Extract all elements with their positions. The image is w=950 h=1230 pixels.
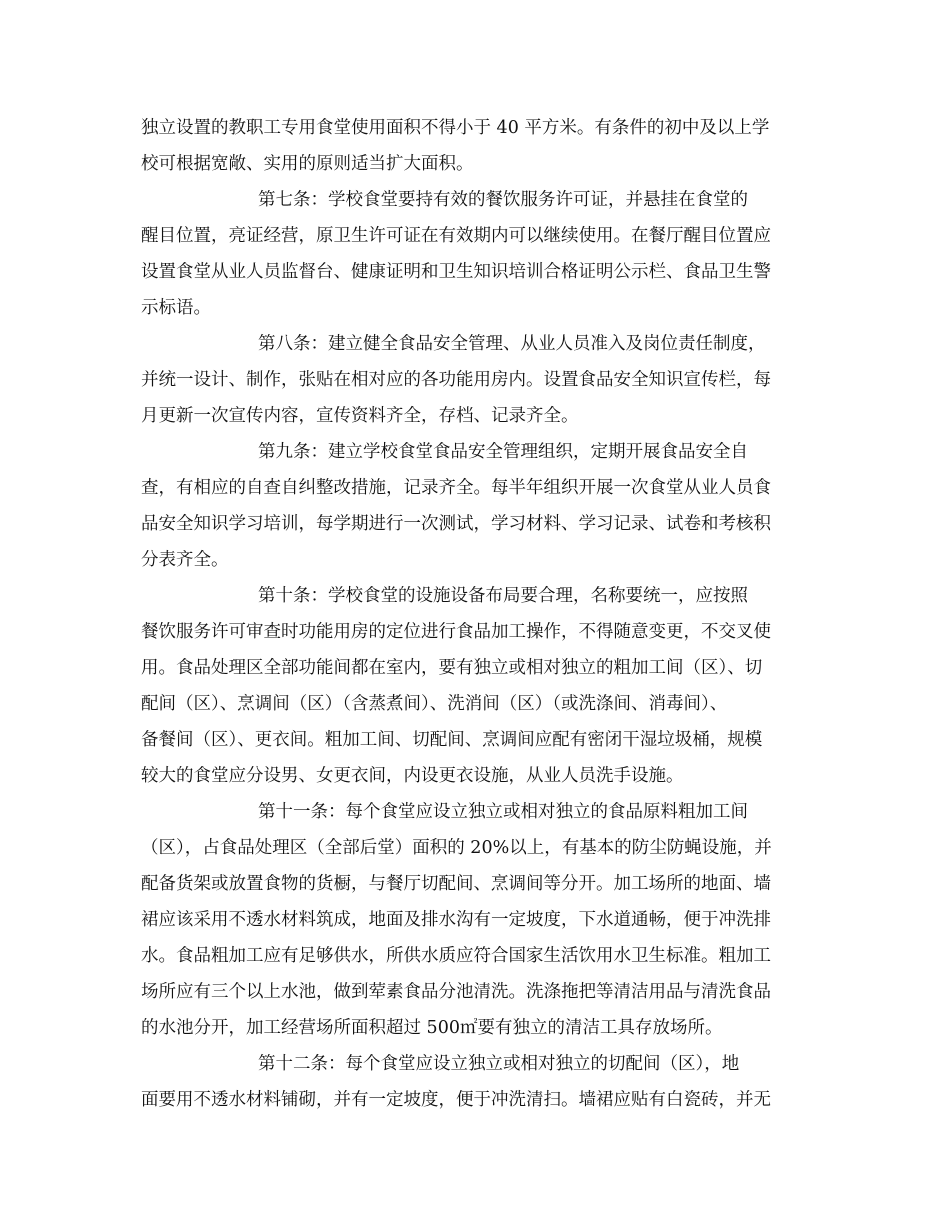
text-line: 月更新一次宣传内容，宣传资料齐全，存档、记录齐全。 <box>141 406 579 426</box>
text-line: 的水池分开，加工经营场所面积超过 500㎡要有独立的清洁工具存放场所。 <box>141 1018 723 1038</box>
text-line: 面要用不透水材料铺砌，并有一定坡度，便于冲洗清扫。墙裙应贴有白瓷砖，并无 <box>141 1090 771 1110</box>
text-line: 独立设置的教职工专用食堂使用面积不得小于 40 平方米。有条件的初中及以上学 <box>141 118 770 138</box>
text-line: 校可根据宽敞、实用的原则适当扩大面积。 <box>141 154 474 174</box>
text-line: 并统一设计、制作，张贴在相对应的各功能用房内。设置食品安全知识宣传栏，每 <box>141 370 771 390</box>
text-line: 配间（区）、烹调间（区）（含蒸煮间）、洗消间（区）（或洗涤间、消毒间）、 <box>141 694 728 714</box>
article-8-heading-line: 第八条：建立健全食品安全管理、从业人员准入及岗位责任制度， <box>258 334 766 354</box>
text-line: （区），占食品处理区（全部后堂）面积的 20%以上，有基本的防尘防蝇设施，并 <box>141 838 772 858</box>
text-line: 示标语。 <box>141 298 211 318</box>
text-line: 水。食品粗加工应有足够供水，所供水质应符合国家生活饮用水卫生标准。粗加工 <box>141 946 771 966</box>
text-line: 品安全知识学习培训，每学期进行一次测试，学习材料、学习记录、试卷和考核积 <box>141 514 771 534</box>
text-line: 场所应有三个以上水池，做到荤素食品分池清洗。洗涤拖把等清洁用品与清洗食品 <box>141 982 771 1002</box>
article-11-heading-line: 第十一条：每个食堂应设立独立或相对独立的食品原料粗加工间 <box>258 802 748 822</box>
article-10-heading-line: 第十条：学校食堂的设施设备布局要合理，名称要统一，应按照 <box>258 586 748 606</box>
text-line: 醒目位置，亮证经营，原卫生许可证在有效期内可以继续使用。在餐厅醒目位置应 <box>141 226 771 246</box>
text-line: 餐饮服务许可审查时功能用房的定位进行食品加工操作，不得随意变更，不交叉使 <box>141 622 771 642</box>
text-line: 设置食堂从业人员监督台、健康证明和卫生知识培训合格证明公示栏、食品卫生警 <box>141 262 771 282</box>
text-line: 配备货架或放置食物的货橱，与餐厅切配间、烹调间等分开。加工场所的地面、墙 <box>141 874 771 894</box>
text-line: 分表齐全。 <box>141 550 229 570</box>
article-12-heading-line: 第十二条：每个食堂应设立独立或相对独立的切配间（区），地 <box>258 1054 740 1074</box>
article-7-heading-line: 第七条：学校食堂要持有效的餐饮服务许可证，并悬挂在食堂的 <box>258 190 748 210</box>
text-line: 较大的食堂应分设男、女更衣间，内设更衣设施，从业人员洗手设施。 <box>141 766 684 786</box>
text-line: 裙应该采用不透水材料筑成，地面及排水沟有一定坡度，下水道通畅，便于冲洗排 <box>141 910 771 930</box>
text-line: 备餐间（区）、更衣间。粗加工间、切配间、烹调间应配有密闭干湿垃圾桶，规模 <box>141 730 763 750</box>
text-line: 用。食品处理区全部功能间都在室内，要有独立或相对独立的粗加工间（区）、切 <box>141 658 763 678</box>
article-9-heading-line: 第九条：建立学校食堂食品安全管理组织，定期开展食品安全自 <box>258 442 748 462</box>
text-line: 查，有相应的自查自纠整改措施，记录齐全。每半年组织开展一次食堂从业人员食 <box>141 478 771 498</box>
